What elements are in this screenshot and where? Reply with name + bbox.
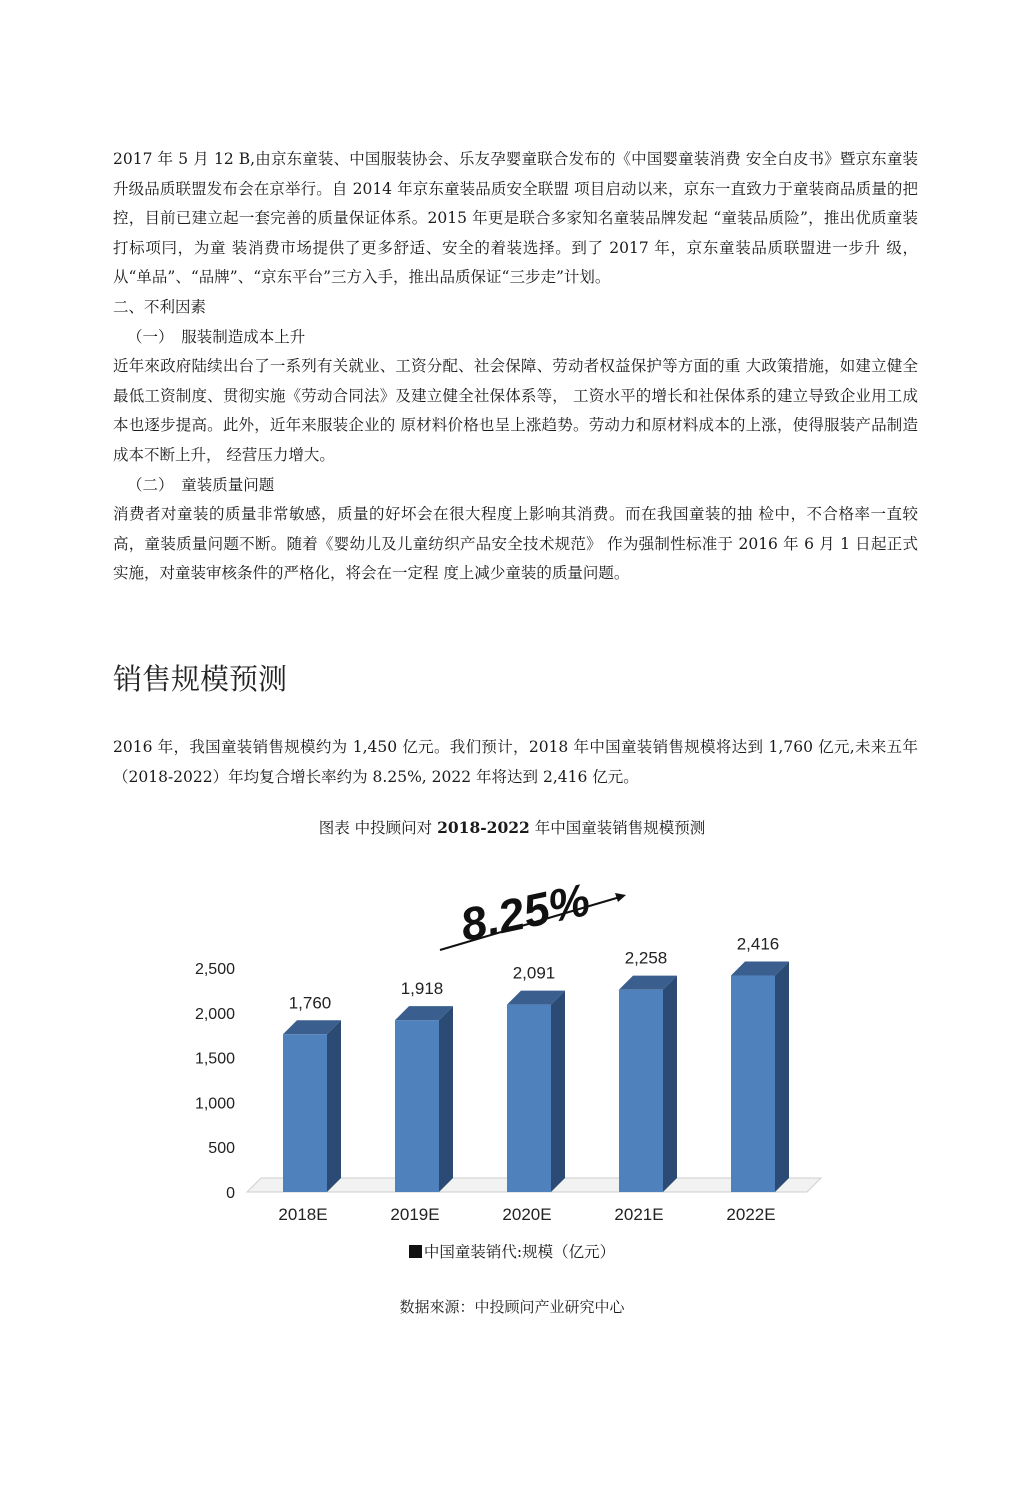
chart-legend (0, 1240, 1024, 1262)
legend-swatch (409, 1245, 422, 1258)
bar-side (775, 962, 789, 1192)
bar (731, 962, 789, 1192)
x-tick-label: 2021E (614, 1205, 664, 1224)
data-label: 1,760 (288, 993, 332, 1013)
bar-side (439, 1006, 453, 1192)
y-tick-label: 2,000 (194, 1005, 235, 1023)
paragraph-quality-issue: 消费者对童装的质量非常敏感，质量的好坏会在很大程度上影响其消费。而在我国童装的抽 检中，不合格率一直较高，童装质量问题不断。随着《婴幼儿及儿童纺织产品安全技术规范》 作为强制性标准于 2016 年 6 月 1 日起正式实施，对童装审核条件的严格化，将会在一定程 度上减少童装的质量问题。 (113, 505, 918, 583)
x-tick-label: 2020E (502, 1205, 552, 1224)
data-label: 1,918 (400, 979, 444, 999)
data-label: 2,416 (736, 934, 780, 954)
bar-front (731, 976, 775, 1192)
bar (395, 1006, 453, 1192)
body-text (113, 145, 918, 589)
section-title: 销售规模预测 (113, 662, 288, 696)
bar-side (551, 991, 565, 1192)
caption-years: 2018-2022 (437, 818, 530, 837)
x-tick-label: 2022E (726, 1205, 776, 1224)
heading-cost-rise: （一） 服装制造成本上升 (127, 327, 306, 346)
bars (283, 935, 789, 1192)
paragraph-jd-alliance: 2017 年 5 月 12 B,由京东童装、中国服装协会、乐友孕婴童联合发布的《中国婴童装消费 安全白皮书》暨京东童装升级品质联盟发布会在京举行。自 2014 年京东童装品质安全联盟 项目启动以来，京东一直致力于童装商品质量的把控，目前已建立起一套完善的质量保证体系。2015 年更是联合多家知名童装品牌发起 “童装品质险”，推出优质童装打标项冃，为童 装消费市场提供了更多舒适、安全的着装选择。到了 2017 年，京东童装品质联盟进一步升 级，从“单品”、“品牌”、“京东平台”三方入手，推出品质保证“三步走”计划。 (113, 150, 918, 287)
y-tick-label: 0 (226, 1185, 235, 1202)
x-axis (278, 1205, 775, 1224)
bar-front (507, 1005, 551, 1192)
y-tick-label: 1,500 (194, 1050, 235, 1068)
bar-front (619, 990, 663, 1192)
x-tick-label: 2019E (390, 1205, 440, 1224)
y-tick-label: 2,500 (194, 961, 235, 978)
y-tick-label: 1,000 (194, 1095, 235, 1113)
chart-caption (0, 816, 1024, 838)
section-text (113, 733, 918, 792)
bar (507, 991, 565, 1192)
data-source: 数据來源：中投顾问产业研究中心 (399, 1298, 625, 1316)
trend-arrow-head (615, 893, 626, 902)
caption-prefix: 图表 中投顾问对 (318, 819, 438, 837)
heading-disadvantages: 二、不利因素 (113, 297, 207, 316)
y-axis (195, 961, 235, 1202)
paragraph-sales-forecast: 2016 年，我国童装销售规模约为 1,450 亿元。我们预计，2018 年中国童装销售规模将达到 1,760 亿元,未来五年（2018-2022）年均复合增长率约为 8.25%, 2022 年将达到 2,416 亿元。 (113, 738, 918, 786)
x-tick-label: 2018E (278, 1205, 328, 1224)
data-label: 2,258 (624, 948, 668, 968)
cagr-label: 8.25% (455, 873, 595, 951)
paragraph-cost-rise: 近年來政府陆续出台了一系列有关就业、工资分配、社会保障、劳动者权益保护等方面的重 大政策措施，如建立健全最低工资制度、贯彻实施《劳动合同法》及建立健全社保体系等， 工资水平的增长和社保体系的建立导致企业用工成本也逐步提高。此外，近年来服装企业的 原材料价格也呈上涨趋势。劳动力和原材料成本的上涨，使得服装产品制造成本不断上升， 经营压力增大。 (113, 357, 918, 464)
bar (283, 1020, 341, 1192)
bar-front (395, 1020, 439, 1192)
caption-suffix: 年中国童装销售规模预测 (529, 819, 706, 837)
bar-side (327, 1020, 341, 1192)
data-label: 2,091 (512, 963, 556, 983)
cagr-annotation (440, 873, 626, 951)
bar (619, 976, 677, 1192)
sales-forecast-chart (170, 860, 830, 1235)
y-tick-label: 500 (208, 1140, 235, 1158)
bar-front (283, 1034, 327, 1192)
bar-side (663, 976, 677, 1192)
legend-label: 中国童装销代:规模（亿元） (423, 1243, 616, 1261)
heading-quality-issue: （二） 童装质量问题 (127, 475, 275, 494)
